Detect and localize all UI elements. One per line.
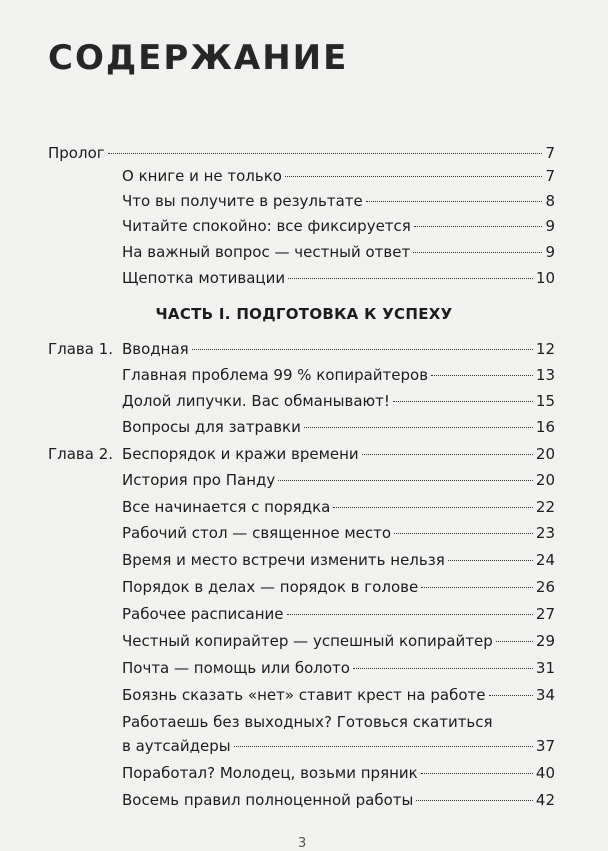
toc-page-number: 20 [535, 445, 555, 463]
toc-entry-title: Вопросы для затравки [122, 418, 301, 436]
toc-row[interactable] [0, 239, 608, 265]
toc-page-number: 13 [535, 366, 555, 384]
toc-entry-title: Читайте спокойно: все фиксируется [122, 217, 411, 235]
toc-entry-title: Время и место встречи изменить нельзя [122, 551, 445, 569]
dot-leader [285, 176, 542, 177]
toc-row[interactable] [0, 787, 608, 813]
toc-page-number: 31 [535, 659, 555, 677]
toc-page-number: 9 [545, 217, 555, 235]
toc-entry-title: Честный копирайтер — успешный копирайтер [122, 632, 493, 650]
toc-entry-title: На важный вопрос — честный ответ [122, 243, 411, 261]
toc-entry-title: Боязнь сказать «нет» ставит крест на работе [122, 686, 486, 704]
toc-row[interactable] [0, 520, 608, 546]
page-title: СОДЕРЖАНИЕ [48, 38, 349, 78]
dot-leader [421, 773, 533, 774]
toc-row-chapter-2[interactable] [0, 441, 608, 467]
dot-leader [362, 454, 533, 455]
toc-row[interactable] [0, 494, 608, 520]
toc-page-number: 34 [535, 686, 555, 704]
toc-row[interactable] [0, 655, 608, 681]
toc-page-number: 20 [535, 471, 555, 489]
toc-row[interactable] [0, 388, 608, 414]
toc-page-number: 29 [535, 632, 555, 650]
toc-entry-title: Почта — помощь или болото [122, 659, 350, 677]
toc-entry-title: Поработал? Молодец, возьми пряник [122, 764, 418, 782]
toc-page-number: 12 [535, 340, 555, 358]
toc-entry-title: Порядок в делах — порядок в голове [122, 578, 419, 596]
toc-page-number: 23 [535, 524, 555, 542]
toc-entry-title: Рабочее расписание [122, 605, 284, 623]
dot-leader [304, 427, 533, 428]
toc-page-number: 26 [535, 578, 555, 596]
toc-page-number: 37 [535, 737, 555, 755]
dot-leader [414, 226, 543, 227]
toc-entry-title: О книге и не только [122, 167, 282, 185]
dot-leader [393, 401, 533, 402]
toc-page-number: 42 [535, 791, 555, 809]
toc-page-number: 22 [535, 498, 555, 516]
toc-row[interactable] [0, 213, 608, 239]
toc-entry-title: Долой липучки. Вас обманывают! [122, 392, 390, 410]
toc-page-number: 15 [535, 392, 555, 410]
toc-page-number: 27 [535, 605, 555, 623]
dot-leader [416, 800, 533, 801]
toc-page-number: 10 [535, 269, 555, 287]
dot-leader [288, 278, 533, 279]
dot-leader [496, 641, 533, 642]
dot-leader [287, 614, 533, 615]
toc-page-number: 40 [535, 764, 555, 782]
toc-row-continuation[interactable] [0, 733, 608, 759]
dot-leader [278, 480, 533, 481]
page-number: 3 [298, 836, 307, 851]
toc-row[interactable] [0, 163, 608, 189]
toc-entry-title: Вводная [122, 340, 189, 358]
dot-leader [431, 375, 533, 376]
chapter-label: Глава 1. [48, 340, 114, 358]
toc-row[interactable] [0, 709, 608, 735]
chapter-label: Глава 2. [48, 445, 114, 463]
toc-row[interactable] [0, 574, 608, 600]
toc-entry-title: Щепотка мотивации [122, 269, 286, 287]
toc-entry-title: Главная проблема 99 % копирайтеров [122, 366, 429, 384]
toc-entry-title: Все начинается с порядка [122, 498, 331, 516]
toc-entry-title: Работаешь без выходных? Готовься скатиться [122, 713, 493, 731]
toc-page-number: 9 [545, 243, 555, 261]
toc-row[interactable] [0, 601, 608, 627]
toc-entry-title: Беспорядок и кражи времени [122, 445, 359, 463]
dot-leader [448, 560, 533, 561]
toc-page-number: 8 [545, 192, 555, 210]
dot-leader [366, 201, 543, 202]
toc-entry-title: Что вы получите в результате [122, 192, 363, 210]
toc-row-chapter-1[interactable] [0, 336, 608, 362]
toc-page-number: 16 [535, 418, 555, 436]
toc-entry-title: История про Панду [122, 471, 276, 489]
toc-entry-title: Пролог [48, 144, 105, 162]
toc-row[interactable] [0, 547, 608, 573]
part-heading: ЧАСТЬ I. ПОДГОТОВКА К УСПЕХУ [155, 305, 453, 323]
toc-row[interactable] [0, 414, 608, 440]
dot-leader [108, 153, 543, 154]
toc-row[interactable] [0, 682, 608, 708]
dot-leader [394, 533, 533, 534]
dot-leader [421, 587, 533, 588]
dot-leader [413, 252, 542, 253]
toc-row[interactable] [0, 760, 608, 786]
dot-leader [489, 695, 533, 696]
toc-page-number: 24 [535, 551, 555, 569]
dot-leader [192, 349, 533, 350]
toc-row[interactable] [0, 265, 608, 291]
toc-entry-title-continuation: в аутсайдеры [122, 737, 231, 755]
toc-entry-title: Восемь правил полноценной работы [122, 791, 414, 809]
toc-row[interactable] [0, 467, 608, 493]
toc-page-number: 7 [545, 144, 555, 162]
toc-row[interactable] [0, 628, 608, 654]
toc-row[interactable] [0, 362, 608, 388]
toc-row[interactable] [0, 188, 608, 214]
dot-leader [333, 507, 533, 508]
dot-leader [353, 668, 533, 669]
toc-entry-title: Рабочий стол — священное место [122, 524, 392, 542]
toc-page-number: 7 [545, 167, 555, 185]
dot-leader [234, 746, 533, 747]
